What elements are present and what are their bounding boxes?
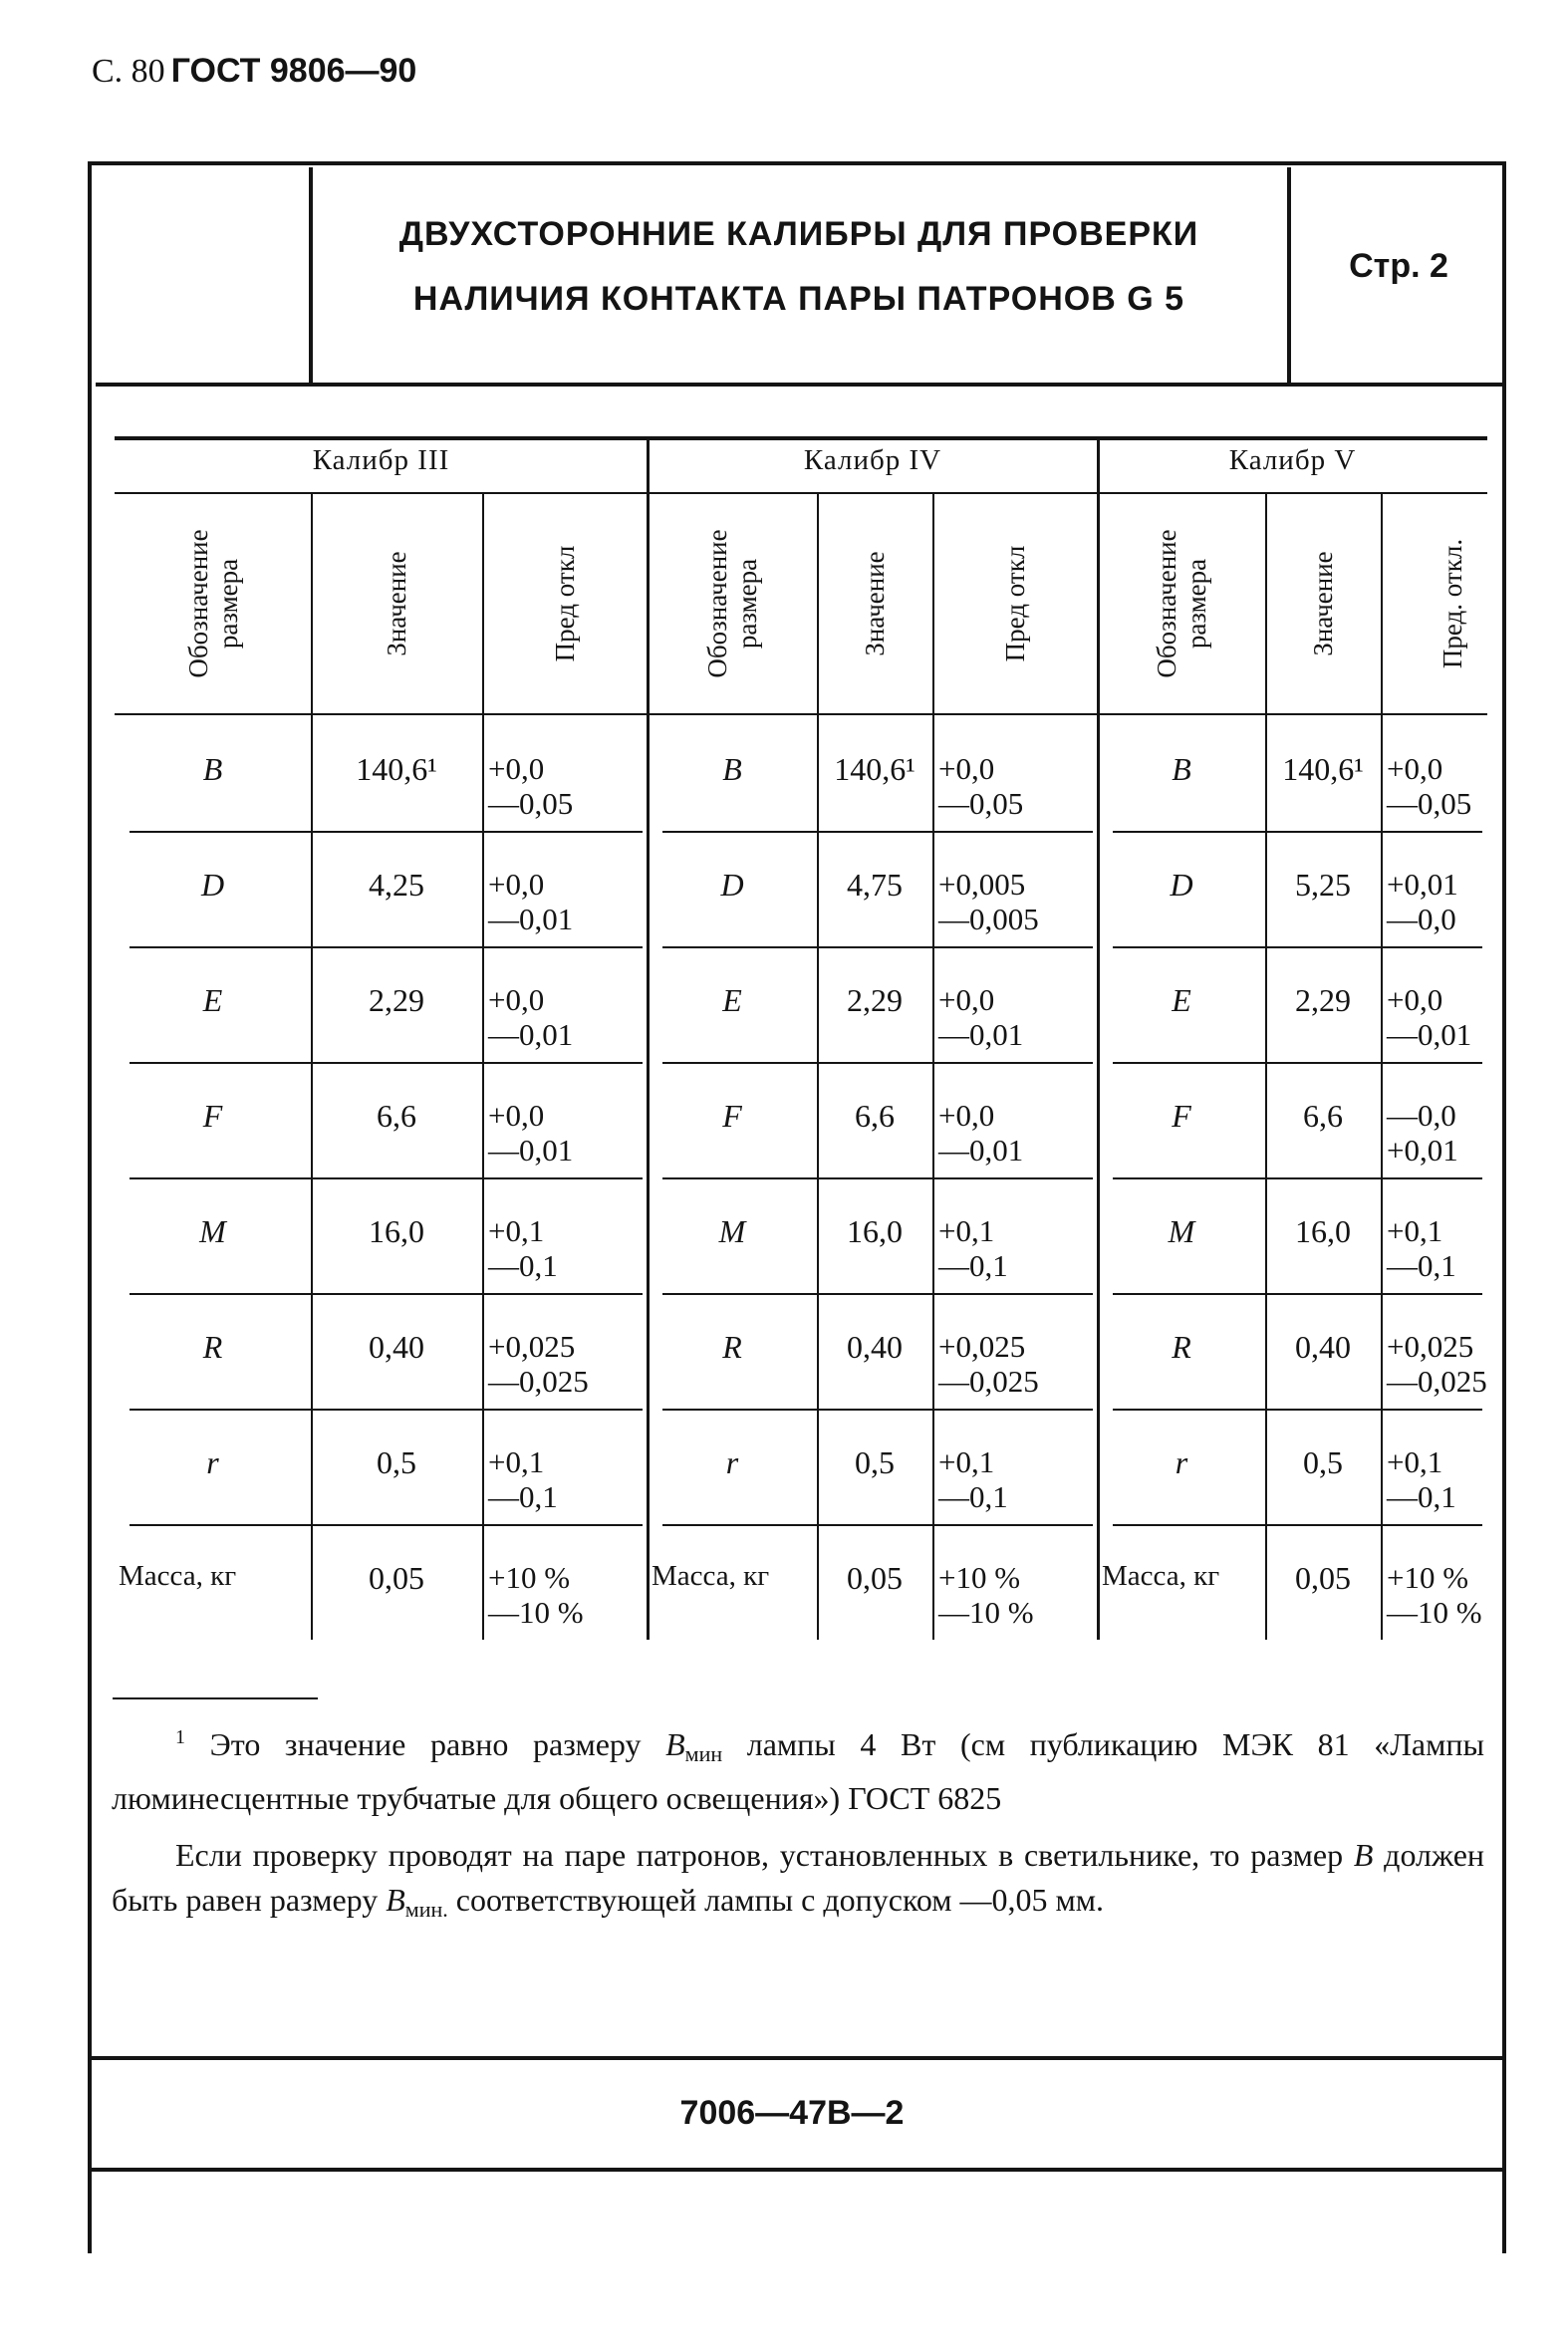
size-value: 0,5 (377, 1444, 416, 1480)
size-designation: D (1170, 867, 1193, 903)
column-header-designation: Обозначение размера (182, 529, 243, 678)
size-designation: B (202, 751, 223, 787)
row-rule (130, 1409, 643, 1411)
size-value: 0,40 (1295, 1329, 1351, 1365)
tolerance-upper: +0,025 (488, 1329, 576, 1364)
row-rule (1113, 1293, 1482, 1295)
size-designation: B (722, 751, 742, 787)
row-rule (662, 831, 1093, 833)
size-designation: E (202, 982, 223, 1018)
size-designation: F (722, 1098, 742, 1134)
group-label: Калибр IV (803, 444, 942, 476)
footnote-text-1: Это значение равно размеру (209, 1726, 642, 1762)
tolerance-upper: —0,0 (1387, 1098, 1456, 1133)
size-designation: Масса, кг (1102, 1560, 1220, 1592)
size-value: 0,05 (847, 1560, 903, 1596)
tolerance-upper: +0,0 (1387, 982, 1443, 1017)
row-rule (130, 1293, 643, 1295)
tolerance-upper: +0,0 (488, 751, 545, 786)
size-value: 2,29 (369, 982, 424, 1018)
column-header-designation: Обозначение размера (702, 529, 762, 678)
tolerance-lower: —0,01 (488, 1017, 574, 1052)
tolerance-upper: +0,025 (938, 1329, 1026, 1364)
size-value: 0,5 (1303, 1444, 1343, 1480)
column-header-value: Значение (860, 551, 890, 656)
tolerance-upper: +0,0 (938, 751, 995, 786)
size-designation: E (722, 982, 742, 1018)
size-value: 4,75 (847, 867, 903, 903)
size-designation: F (202, 1098, 223, 1134)
footer-rule (90, 2056, 1504, 2060)
tolerance-lower: —0,05 (938, 786, 1024, 821)
size-designation: r (206, 1444, 219, 1480)
column-header-designation: Обозначение размера (1152, 529, 1211, 678)
tolerance-upper: +10 % (488, 1560, 571, 1595)
column-header-tolerance: Пред. откл. (1437, 538, 1467, 669)
tolerance-upper: +0,1 (938, 1444, 995, 1479)
size-designation: Масса, кг (119, 1560, 237, 1592)
tolerance-upper: +10 % (938, 1560, 1021, 1595)
size-value: 6,6 (1303, 1098, 1343, 1134)
page-header (92, 52, 416, 91)
tolerance-lower: —10 % (938, 1595, 1034, 1630)
footnote-separator (113, 1697, 318, 1699)
tolerance-upper: +0,1 (938, 1213, 995, 1248)
tolerance-upper: +0,0 (938, 982, 995, 1017)
size-designation: R (1172, 1329, 1191, 1365)
standard-number: ГОСТ 9806—90 (170, 52, 417, 90)
size-value: 5,25 (1295, 867, 1351, 903)
title-line-1: ДВУХСТОРОННИЕ КАЛИБРЫ ДЛЯ ПРОВЕРКИ (398, 215, 1199, 253)
tolerance-lower: —0,025 (488, 1364, 589, 1399)
frame-bottom-rule (88, 2168, 1506, 2172)
column-header-value: Значение (382, 551, 411, 656)
size-value: 16,0 (369, 1213, 424, 1249)
column-header-rule (115, 713, 1487, 715)
sheet-number: Стр. 2 (1349, 247, 1448, 285)
size-value: 4,25 (369, 867, 424, 903)
size-value: 2,29 (1295, 982, 1351, 1018)
size-designation: R (202, 1329, 223, 1365)
tolerance-upper: +0,0 (488, 1098, 545, 1133)
tolerance-lower: —0,0 (1387, 902, 1456, 936)
footnote-subscript: мин (684, 1741, 723, 1766)
size-value: 0,40 (369, 1329, 424, 1365)
size-designation: M (1168, 1213, 1195, 1249)
tolerance-lower: +0,01 (1387, 1133, 1458, 1168)
frame-top-rule (88, 161, 1506, 165)
row-rule (662, 1293, 1093, 1295)
note-text-2: должен быть равен размеру (112, 1837, 1485, 1918)
row-rule (1113, 1062, 1482, 1064)
row-rule (1113, 946, 1482, 948)
tolerance-upper: +0,0 (1387, 751, 1443, 786)
title-divider-right (1287, 167, 1291, 385)
column-header-value: Значение (1308, 551, 1338, 656)
group-label: Калибр V (1228, 444, 1357, 476)
tolerance-upper: +0,0 (488, 982, 545, 1017)
size-designation: F (1172, 1098, 1191, 1134)
tolerance-lower: —0,1 (938, 1479, 1008, 1514)
size-value: 6,6 (377, 1098, 416, 1134)
size-designation: Масса, кг (652, 1560, 770, 1592)
tolerance-lower: —0,1 (1387, 1248, 1456, 1283)
note-text-3: соответствующей лампы с допуском —0,05 мм. (455, 1882, 1105, 1918)
tolerance-upper: +0,1 (1387, 1444, 1443, 1479)
row-rule (662, 1062, 1093, 1064)
column-divider (932, 494, 934, 1640)
title-bottom-rule (96, 383, 1504, 387)
tolerance-lower: —0,01 (1387, 1017, 1472, 1052)
column-divider (1381, 494, 1383, 1640)
size-designation: D (200, 867, 225, 903)
row-rule (1113, 1524, 1482, 1526)
tolerance-lower: —0,01 (488, 1133, 574, 1168)
tolerance-lower: —0,01 (488, 902, 574, 936)
size-value: 0,5 (855, 1444, 895, 1480)
size-designation: R (722, 1329, 742, 1365)
footnote-text-2: лампы 4 Вт (см публикацию МЭК 81 «Лампы люминесцентные трубчатые для общего освещения») ГОСТ 6825 (112, 1726, 1485, 1816)
row-rule (130, 1524, 643, 1526)
note-paragraph (112, 1833, 1484, 1932)
tolerance-lower: —0,005 (938, 902, 1039, 936)
size-value: 0,05 (369, 1560, 424, 1596)
size-designation: M (718, 1213, 746, 1249)
tolerance-lower: —0,05 (488, 786, 574, 821)
tolerance-lower: —0,05 (1387, 786, 1472, 821)
note-symbol-2: B (386, 1882, 405, 1918)
frame-left-rule (88, 161, 92, 2253)
size-designation: r (725, 1444, 739, 1480)
size-value: 2,29 (847, 982, 903, 1018)
size-designation: B (1172, 751, 1191, 787)
row-rule (662, 1409, 1093, 1411)
group-label: Калибр III (312, 444, 450, 476)
row-rule (130, 1177, 643, 1179)
tolerance-upper: +0,1 (488, 1444, 545, 1479)
row-rule (130, 831, 643, 833)
tolerance-lower: —0,025 (938, 1364, 1039, 1399)
size-value: 140,6¹ (834, 751, 915, 787)
tolerance-lower: —10 % (488, 1595, 584, 1630)
tolerance-lower: —0,1 (1387, 1479, 1456, 1514)
tolerance-lower: —0,01 (938, 1133, 1024, 1168)
size-value: 0,40 (847, 1329, 903, 1365)
tolerance-upper: +0,01 (1387, 867, 1458, 902)
tolerance-lower: —0,1 (488, 1479, 558, 1514)
tolerance-upper: +0,0 (938, 1098, 995, 1133)
document-code: 7006—47В—2 (679, 2094, 905, 2132)
tolerance-upper: +0,1 (1387, 1213, 1443, 1248)
tolerance-upper: +0,025 (1387, 1329, 1474, 1364)
size-value: 16,0 (1295, 1213, 1351, 1249)
tolerance-upper: +0,005 (938, 867, 1026, 902)
column-divider (482, 494, 484, 1640)
group-header-rule (115, 492, 1487, 494)
row-rule (662, 1524, 1093, 1526)
row-rule (1113, 1409, 1482, 1411)
note-text-1: Если проверку проводят на паре патронов, установленных в светильнике, то размер (175, 1837, 1344, 1873)
footnote-marker: 1 (175, 1726, 185, 1748)
size-value: 6,6 (855, 1098, 895, 1134)
row-rule (662, 1177, 1093, 1179)
frame-right-rule (1502, 161, 1506, 2253)
column-header-tolerance: Пред откл (1000, 545, 1030, 662)
table-top-rule (115, 436, 1487, 440)
tolerance-upper: +10 % (1387, 1560, 1469, 1595)
size-value: 140,6¹ (1282, 751, 1364, 787)
tolerance-lower: —0,1 (938, 1248, 1008, 1283)
tolerance-lower: —0,01 (938, 1017, 1024, 1052)
size-designation: r (1175, 1444, 1188, 1480)
row-rule (662, 946, 1093, 948)
tolerance-lower: —10 % (1387, 1595, 1482, 1630)
column-header-tolerance: Пред откл (550, 545, 580, 662)
size-value: 16,0 (847, 1213, 903, 1249)
footnote-symbol: B (665, 1726, 685, 1762)
row-rule (1113, 831, 1482, 833)
row-rule (1113, 1177, 1482, 1179)
page-number: С. 80 (92, 53, 165, 90)
size-designation: M (199, 1213, 226, 1249)
title-divider-left (309, 167, 313, 385)
footnote (112, 1715, 1484, 1821)
size-designation: D (720, 867, 744, 903)
row-rule (130, 1062, 643, 1064)
tolerance-upper: +0,1 (488, 1213, 545, 1248)
size-value: 0,05 (1295, 1560, 1351, 1596)
title-line-2: НАЛИЧИЯ КОНТАКТА ПАРЫ ПАТРОНОВ G 5 (412, 280, 1185, 318)
tolerance-lower: —0,1 (488, 1248, 558, 1283)
row-rule (130, 946, 643, 948)
size-value: 140,6¹ (356, 751, 437, 787)
note-symbol-1: B (1353, 1837, 1374, 1873)
note-subscript: мин. (404, 1897, 448, 1922)
tolerance-upper: +0,0 (488, 867, 545, 902)
size-designation: E (1172, 982, 1191, 1018)
tolerance-lower: —0,025 (1387, 1364, 1487, 1399)
